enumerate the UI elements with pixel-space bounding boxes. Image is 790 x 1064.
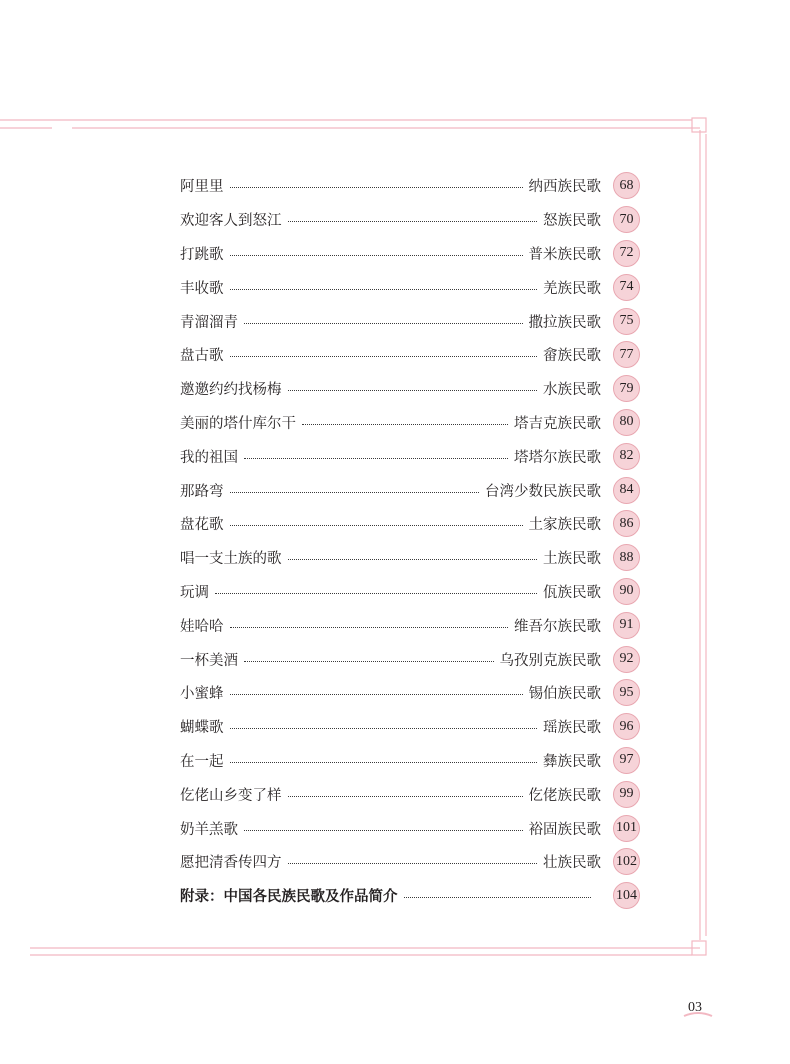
dot-leader [230,694,523,695]
ethnic-group: 土族民歌 [543,551,601,568]
page-badge: 84 [613,477,640,504]
dot-leader [230,627,509,628]
page-badge: 102 [613,848,640,875]
song-title: 小蜜蜂 [180,686,224,703]
song-title: 欢迎客人到怒江 [180,213,282,230]
toc-entry[interactable] [180,744,640,778]
song-title: 奶羊羔歌 [180,821,238,838]
dot-leader [230,289,538,290]
song-title: 愿把清香传四方 [180,855,282,872]
song-title: 青溜溜青 [180,314,238,331]
song-title: 蝴蝶歌 [180,720,224,737]
page-badge: 74 [613,274,640,301]
ethnic-group: 锡伯族民歌 [528,686,601,703]
toc-entry[interactable] [180,473,640,507]
ethnic-group: 壮族民歌 [543,855,601,872]
toc-entry[interactable] [180,304,640,338]
song-title: 邀邀约约找杨梅 [180,382,282,399]
page-badge: 86 [613,510,640,537]
toc-entry[interactable] [180,372,640,406]
dot-leader [244,661,494,662]
page-badge: 80 [613,409,640,436]
dot-leader [404,897,592,898]
toc-entry[interactable] [180,406,640,440]
dot-leader [288,559,538,560]
page-badge: 77 [613,341,640,368]
dot-leader [288,796,523,797]
toc-entry[interactable] [180,777,640,811]
ethnic-group: 瑶族民歌 [543,720,601,737]
page-badge: 90 [613,578,640,605]
toc-entry[interactable] [180,676,640,710]
song-title: 阿里里 [180,179,224,196]
ethnic-group: 水族民歌 [543,382,601,399]
page-badge: 70 [613,206,640,233]
dot-leader [288,863,538,864]
ethnic-group: 塔塔尔族民歌 [514,449,601,466]
song-title: 打跳歌 [180,246,224,263]
dot-leader [215,593,537,594]
dot-leader [230,187,523,188]
page-badge: 99 [613,781,640,808]
song-title: 在一起 [180,753,224,770]
song-title: 一杯美酒 [180,652,238,669]
page-badge: 104 [613,882,640,909]
song-title: 我的祖国 [180,449,238,466]
toc-entry[interactable] [180,575,640,609]
page-badge: 72 [613,240,640,267]
song-title: 盘花歌 [180,517,224,534]
dot-leader [230,762,538,763]
ethnic-group: 羌族民歌 [543,280,601,297]
dot-leader [244,458,508,459]
dot-leader [230,525,523,526]
page-number: 03 [688,1000,702,1015]
ethnic-group: 普米族民歌 [528,246,601,263]
toc-entry[interactable] [180,845,640,879]
ethnic-group: 台湾少数民族民歌 [485,483,601,500]
ethnic-group: 土家族民歌 [528,517,601,534]
song-title: 盘古歌 [180,348,224,365]
table-of-contents [180,169,640,913]
song-title: 美丽的塔什库尔干 [180,415,296,432]
dot-leader [230,728,538,729]
dot-leader [230,356,538,357]
toc-entry[interactable] [180,507,640,541]
ethnic-group: 畲族民歌 [543,348,601,365]
ethnic-group: 塔吉克族民歌 [514,415,601,432]
dot-leader [288,390,538,391]
toc-entry[interactable] [180,710,640,744]
page-badge: 101 [613,815,640,842]
toc-entry[interactable] [180,642,640,676]
ethnic-group: 仡佬族民歌 [528,787,601,804]
toc-entry[interactable] [180,169,640,203]
page-badge: 92 [613,646,640,673]
page-badge: 68 [613,172,640,199]
dot-leader [302,424,508,425]
page-badge: 75 [613,308,640,335]
ethnic-group: 彝族民歌 [543,753,601,770]
page-badge: 96 [613,713,640,740]
song-title: 那路弯 [180,483,224,500]
dot-leader [244,830,523,831]
song-title: 仡佬山乡变了样 [180,787,282,804]
song-title: 玩调 [180,584,209,601]
ethnic-group: 维吾尔族民歌 [514,618,601,635]
toc-entry[interactable] [180,439,640,473]
toc-entry[interactable] [180,541,640,575]
toc-appendix-entry[interactable] [180,879,640,913]
toc-entry[interactable] [180,338,640,372]
ethnic-group: 纳西族民歌 [528,179,601,196]
song-title: 娃哈哈 [180,618,224,635]
toc-entry[interactable] [180,237,640,271]
ethnic-group: 裕固族民歌 [528,821,601,838]
ethnic-group: 佤族民歌 [543,584,601,601]
page-badge: 82 [613,443,640,470]
toc-entry[interactable] [180,608,640,642]
toc-entry[interactable] [180,270,640,304]
page-badge: 88 [613,544,640,571]
page-badge: 91 [613,612,640,639]
ethnic-group: 怒族民歌 [543,213,601,230]
dot-leader [230,255,523,256]
ethnic-group: 乌孜别克族民歌 [499,652,601,669]
dot-leader [244,323,523,324]
song-title: 丰收歌 [180,280,224,297]
page-badge: 79 [613,375,640,402]
dot-leader [288,221,538,222]
dot-leader [230,492,480,493]
song-title: 唱一支土族的歌 [180,551,282,568]
ethnic-group: 撒拉族民歌 [528,314,601,331]
page-badge: 95 [613,679,640,706]
toc-entry[interactable] [180,203,640,237]
appendix-title: 附录：中国各民族民歌及作品简介 [180,888,398,906]
page-badge: 97 [613,747,640,774]
toc-entry[interactable] [180,811,640,845]
